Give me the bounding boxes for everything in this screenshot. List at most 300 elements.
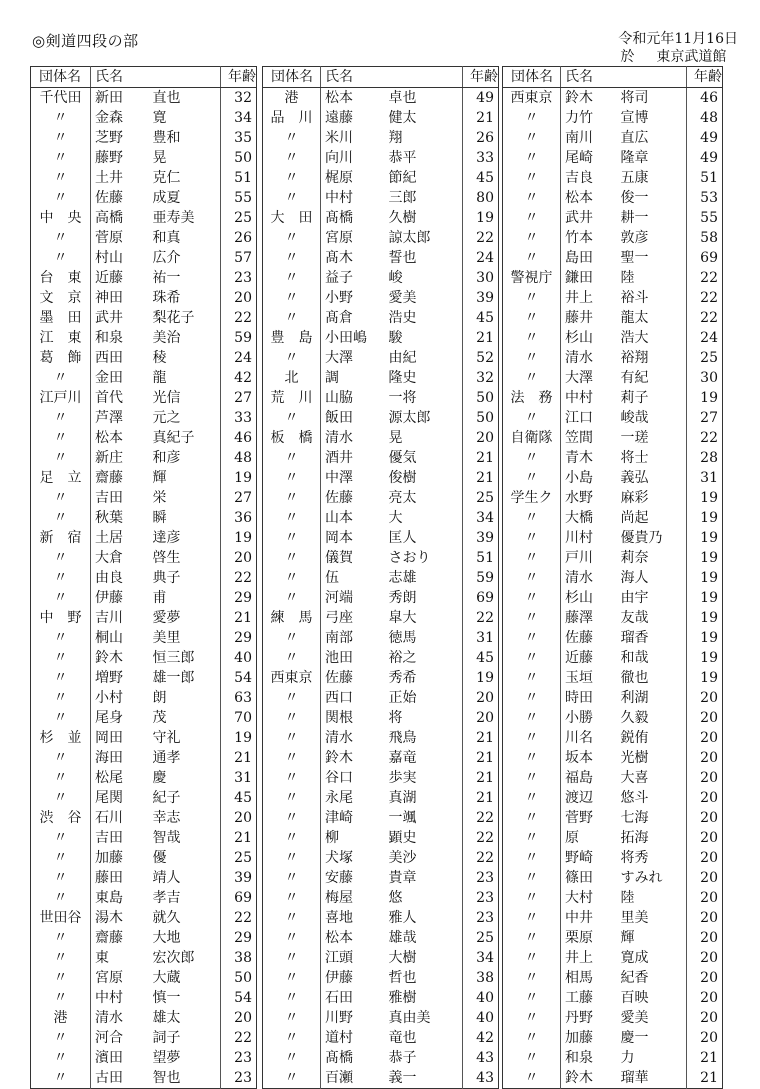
surname: 武井 [91, 308, 147, 328]
team-header: 団体名 [31, 67, 91, 88]
roster-row [263, 988, 499, 1008]
given-name: 源太郎 [388, 410, 431, 426]
team-name: 文 京 [39, 290, 82, 306]
age: 27 [687, 408, 723, 428]
roster-row [263, 448, 499, 468]
given-name: 隆史 [388, 370, 417, 386]
age: 52 [463, 348, 499, 368]
age: 20 [687, 848, 723, 868]
team-name: 〃 [524, 710, 539, 726]
given-name: 将士 [620, 450, 649, 466]
team-name: 〃 [284, 990, 299, 1006]
given-name: 海人 [620, 570, 649, 586]
given-name: 百映 [620, 990, 649, 1006]
given-name: 大蔵 [152, 970, 181, 986]
age: 48 [687, 108, 723, 128]
given-name: 友哉 [620, 610, 649, 626]
roster-row [263, 828, 499, 848]
roster-row [503, 1068, 723, 1089]
given-name: 甫 [152, 590, 167, 606]
roster-row [263, 768, 499, 788]
roster-row [503, 388, 723, 408]
given-name: 慎一 [152, 990, 181, 1006]
age: 29 [221, 628, 257, 648]
given-name: 元之 [152, 410, 181, 426]
team-name: 〃 [53, 190, 68, 206]
team-name: 〃 [524, 770, 539, 786]
age: 25 [221, 848, 257, 868]
given-name: 陸 [620, 270, 635, 286]
surname: 清水 [321, 428, 383, 448]
age: 20 [463, 688, 499, 708]
given-name: 久毅 [620, 710, 649, 726]
team-name: 〃 [284, 850, 299, 866]
age: 21 [463, 468, 499, 488]
given-name: 七海 [620, 810, 649, 826]
roster-row [263, 348, 499, 368]
given-name: 飛鳥 [388, 730, 417, 746]
surname: 東 [91, 948, 147, 968]
team-name: 〃 [524, 210, 539, 226]
team-name: 〃 [53, 570, 68, 586]
roster-row [31, 748, 257, 768]
team-name: 〃 [284, 410, 299, 426]
age: 42 [221, 368, 257, 388]
team-name: 〃 [53, 890, 68, 906]
age: 46 [687, 88, 723, 109]
surname: 髙木 [321, 248, 383, 268]
roster-row [503, 608, 723, 628]
surname: 髙橋 [321, 1048, 383, 1068]
surname: 江口 [561, 408, 615, 428]
given-name: 将司 [620, 90, 649, 106]
surname: 大橋 [561, 508, 615, 528]
roster-row [503, 708, 723, 728]
age: 19 [687, 608, 723, 628]
age: 50 [221, 148, 257, 168]
roster-row [31, 668, 257, 688]
team-name: 〃 [284, 730, 299, 746]
age: 26 [221, 228, 257, 248]
given-name: 大地 [152, 930, 181, 946]
roster-row [31, 448, 257, 468]
age: 33 [221, 408, 257, 428]
surname: 尾身 [91, 708, 147, 728]
age: 20 [687, 988, 723, 1008]
surname: 江頭 [321, 948, 383, 968]
team-name: 〃 [524, 310, 539, 326]
given-name: 美沙 [388, 850, 417, 866]
surname: 武井 [561, 208, 615, 228]
team-name: 足 立 [39, 470, 82, 486]
team-name: 〃 [524, 630, 539, 646]
team-name: 〃 [284, 310, 299, 326]
surname: 中村 [321, 188, 383, 208]
surname: 川名 [561, 728, 615, 748]
given-name: 亜寿美 [152, 210, 195, 226]
team-name: 西東京 [270, 670, 313, 686]
given-name: 輝 [620, 930, 635, 946]
surname: 笠間 [561, 428, 615, 448]
given-name: 峻哉 [620, 410, 649, 426]
team-name: 〃 [524, 950, 539, 966]
age: 51 [221, 168, 257, 188]
given-name: 翔 [388, 130, 403, 146]
given-name: 俊一 [620, 190, 649, 206]
roster-row [503, 628, 723, 648]
age: 19 [221, 728, 257, 748]
surname: 渡辺 [561, 788, 615, 808]
surname: 新庄 [91, 448, 147, 468]
roster-row [503, 668, 723, 688]
given-name: 由宇 [620, 590, 649, 606]
team-name: 中 野 [39, 610, 82, 626]
age: 22 [463, 808, 499, 828]
given-name: 徹也 [620, 670, 649, 686]
age: 45 [221, 788, 257, 808]
age: 21 [687, 1068, 723, 1089]
roster-row [503, 908, 723, 928]
roster-row [503, 968, 723, 988]
team-name: 〃 [284, 350, 299, 366]
age: 50 [221, 968, 257, 988]
team-name: 台 東 [39, 270, 82, 286]
surname: 工藤 [561, 988, 615, 1008]
roster-row [263, 388, 499, 408]
age: 20 [687, 708, 723, 728]
team-name: 自衛隊 [510, 430, 553, 446]
roster-row [31, 968, 257, 988]
roster-row [503, 788, 723, 808]
roster-row [503, 408, 723, 428]
given-name: 義弘 [620, 470, 649, 486]
surname: 宮原 [321, 228, 383, 248]
roster-row [263, 108, 499, 128]
team-name: 千代田 [39, 90, 82, 106]
surname: 古田 [91, 1068, 147, 1089]
surname: 尾関 [91, 788, 147, 808]
given-name: 拓海 [620, 830, 649, 846]
age: 22 [463, 828, 499, 848]
team-name: 〃 [284, 450, 299, 466]
roster-row [503, 428, 723, 448]
age: 20 [221, 288, 257, 308]
roster-row [503, 948, 723, 968]
team-name: 〃 [53, 450, 68, 466]
roster-row [31, 368, 257, 388]
age: 29 [221, 928, 257, 948]
surname: 大澤 [321, 348, 383, 368]
given-name: 将 [388, 710, 403, 726]
surname: 益子 [321, 268, 383, 288]
given-name: 優貴乃 [620, 530, 663, 546]
given-name: 克仁 [152, 170, 181, 186]
team-name: 〃 [524, 110, 539, 126]
team-name: 〃 [284, 830, 299, 846]
surname: 松本 [321, 928, 383, 948]
given-name: 孝吉 [152, 890, 181, 906]
surname: 金田 [91, 368, 147, 388]
given-name: 紀香 [620, 970, 649, 986]
given-name: 卓也 [388, 90, 417, 106]
given-name: 恭平 [388, 150, 417, 166]
age: 19 [221, 468, 257, 488]
surname: 松尾 [91, 768, 147, 788]
team-name: 〃 [284, 810, 299, 826]
age: 20 [687, 1028, 723, 1048]
age: 23 [463, 868, 499, 888]
age: 30 [463, 268, 499, 288]
given-name: 梨花子 [152, 310, 195, 326]
team-name: 〃 [524, 990, 539, 1006]
team-name: 〃 [284, 930, 299, 946]
team-name: 世田谷 [39, 910, 82, 926]
header-row [263, 67, 499, 88]
given-name: 光樹 [620, 750, 649, 766]
roster-row [263, 868, 499, 888]
team-name: 〃 [284, 630, 299, 646]
surname: 竹本 [561, 228, 615, 248]
given-name: 諒太郎 [388, 230, 431, 246]
given-name: 典子 [152, 570, 181, 586]
team-name: 〃 [53, 510, 68, 526]
given-name: 一颯 [388, 810, 417, 826]
team-name: 〃 [284, 290, 299, 306]
roster-row [263, 708, 499, 728]
surname: 藤澤 [561, 608, 615, 628]
team-name: 葛 飾 [39, 350, 82, 366]
surname: 津崎 [321, 808, 383, 828]
given-name: 恒三郎 [152, 650, 195, 666]
surname: 坂本 [561, 748, 615, 768]
roster-row [263, 248, 499, 268]
given-name: 智哉 [152, 830, 181, 846]
roster-row [503, 308, 723, 328]
surname: 髙橋 [321, 208, 383, 228]
roster-row [263, 168, 499, 188]
given-name: 雅樹 [388, 990, 417, 1006]
age-header: 年齢 [463, 67, 499, 88]
age: 54 [221, 668, 257, 688]
surname: 玉垣 [561, 668, 615, 688]
age: 45 [463, 648, 499, 668]
roster-row [503, 548, 723, 568]
age: 25 [687, 348, 723, 368]
team-name: 〃 [53, 430, 68, 446]
age: 23 [221, 1048, 257, 1068]
given-name: 秀希 [388, 670, 417, 686]
surname: 井上 [561, 288, 615, 308]
roster-row [503, 1048, 723, 1068]
age: 22 [221, 908, 257, 928]
surname: 中村 [91, 988, 147, 1008]
given-name: 志雄 [388, 570, 417, 586]
roster-row [503, 268, 723, 288]
given-name: 和真 [152, 230, 181, 246]
age: 31 [221, 768, 257, 788]
team-name: 〃 [284, 570, 299, 586]
surname: 伊藤 [91, 588, 147, 608]
roster-row [263, 948, 499, 968]
surname: 伊藤 [321, 968, 383, 988]
roster-row [263, 808, 499, 828]
team-name: 〃 [53, 750, 68, 766]
given-name: 直広 [620, 130, 649, 146]
age: 19 [687, 388, 723, 408]
team-name: 江戸川 [39, 390, 82, 406]
given-name: 啓生 [152, 550, 181, 566]
age: 30 [687, 368, 723, 388]
roster-row [263, 968, 499, 988]
roster-row [263, 308, 499, 328]
given-name: 祐一 [152, 270, 181, 286]
team-name: 〃 [524, 330, 539, 346]
team-name: 〃 [53, 930, 68, 946]
surname: 篠田 [561, 868, 615, 888]
given-name: 峻 [388, 270, 403, 286]
given-name: 力 [620, 1050, 635, 1066]
team-name: 〃 [524, 610, 539, 626]
surname: 和泉 [561, 1048, 615, 1068]
age: 49 [463, 88, 499, 109]
roster-column-3 [502, 66, 723, 1089]
roster-row [503, 368, 723, 388]
age: 25 [463, 928, 499, 948]
roster-row [263, 1068, 499, 1089]
surname: 儀賀 [321, 548, 383, 568]
age: 20 [687, 808, 723, 828]
roster-row [263, 588, 499, 608]
age: 20 [221, 1008, 257, 1028]
roster-row [31, 168, 257, 188]
roster-row [263, 648, 499, 668]
age: 35 [221, 128, 257, 148]
age: 25 [221, 208, 257, 228]
given-name: 五康 [620, 170, 649, 186]
team-name: 港 [53, 1010, 68, 1026]
given-name: 大樹 [388, 950, 417, 966]
given-name: 光信 [152, 390, 181, 406]
roster-row [31, 888, 257, 908]
team-name: 〃 [53, 990, 68, 1006]
team-name: 江 東 [39, 330, 82, 346]
age: 21 [463, 768, 499, 788]
roster-row [503, 648, 723, 668]
team-header: 団体名 [263, 67, 321, 88]
given-name: 成夏 [152, 190, 181, 206]
surname: 宮原 [91, 968, 147, 988]
given-name: 裕斗 [620, 290, 649, 306]
surname: 東島 [91, 888, 147, 908]
roster-row [503, 208, 723, 228]
age: 23 [463, 888, 499, 908]
surname: 鈴木 [91, 648, 147, 668]
age: 19 [687, 528, 723, 548]
roster-row [503, 468, 723, 488]
team-name: 杉 並 [39, 730, 82, 746]
roster-row [31, 288, 257, 308]
roster-row [503, 848, 723, 868]
team-name: 〃 [524, 470, 539, 486]
given-name: 徳馬 [388, 630, 417, 646]
team-name: 〃 [524, 1010, 539, 1026]
roster-row [503, 148, 723, 168]
team-name: 〃 [524, 830, 539, 846]
team-name: 西東京 [510, 90, 553, 106]
surname: 戸川 [561, 548, 615, 568]
age: 50 [463, 408, 499, 428]
given-name: 匡人 [388, 530, 417, 546]
roster-row [503, 868, 723, 888]
surname: 高橋 [91, 208, 147, 228]
age: 70 [221, 708, 257, 728]
roster-row [263, 148, 499, 168]
surname: 梅屋 [321, 888, 383, 908]
roster-row [503, 108, 723, 128]
team-name: 〃 [53, 130, 68, 146]
given-name: 大喜 [620, 770, 649, 786]
surname: 佐藤 [321, 668, 383, 688]
age: 51 [687, 168, 723, 188]
roster-row [31, 688, 257, 708]
given-name: さおり [388, 550, 431, 566]
given-name: 真由美 [388, 1010, 431, 1026]
age: 21 [463, 788, 499, 808]
given-name: 裕翔 [620, 350, 649, 366]
surname: 石川 [91, 808, 147, 828]
roster-row [503, 508, 723, 528]
roster-row [503, 888, 723, 908]
age: 38 [221, 948, 257, 968]
given-name: すみれ [620, 870, 663, 886]
team-name: 〃 [524, 250, 539, 266]
given-name: 美里 [152, 630, 181, 646]
surname: 安藤 [321, 868, 383, 888]
surname: 福島 [561, 768, 615, 788]
given-name: 大 [388, 510, 403, 526]
given-name: 俊樹 [388, 470, 417, 486]
surname: 松本 [91, 428, 147, 448]
given-name: 由紀 [388, 350, 417, 366]
team-name: 〃 [284, 1070, 299, 1086]
given-name: 詞子 [152, 1030, 181, 1046]
surname: 鈴木 [561, 1068, 615, 1089]
age: 21 [463, 728, 499, 748]
roster-row [263, 468, 499, 488]
surname: 野崎 [561, 848, 615, 868]
given-name: 哲也 [388, 970, 417, 986]
given-name: 隆章 [620, 150, 649, 166]
team-name: 〃 [524, 670, 539, 686]
team-name: 〃 [53, 1030, 68, 1046]
given-name: 正始 [388, 690, 417, 706]
name-header: 氏名 [91, 67, 147, 88]
event-date: 令和元年11月16日 [618, 31, 738, 47]
team-name: 〃 [524, 590, 539, 606]
team-name: 〃 [284, 250, 299, 266]
team-name: 〃 [284, 270, 299, 286]
surname: 吉田 [91, 828, 147, 848]
team-name: 〃 [524, 130, 539, 146]
team-name: 〃 [53, 170, 68, 186]
surname: 吉田 [91, 488, 147, 508]
team-name: 〃 [284, 590, 299, 606]
surname: 芝野 [91, 128, 147, 148]
team-name: 〃 [524, 170, 539, 186]
age: 19 [221, 528, 257, 548]
given-name: 健太 [388, 110, 417, 126]
given-name: 竜也 [388, 1030, 417, 1046]
